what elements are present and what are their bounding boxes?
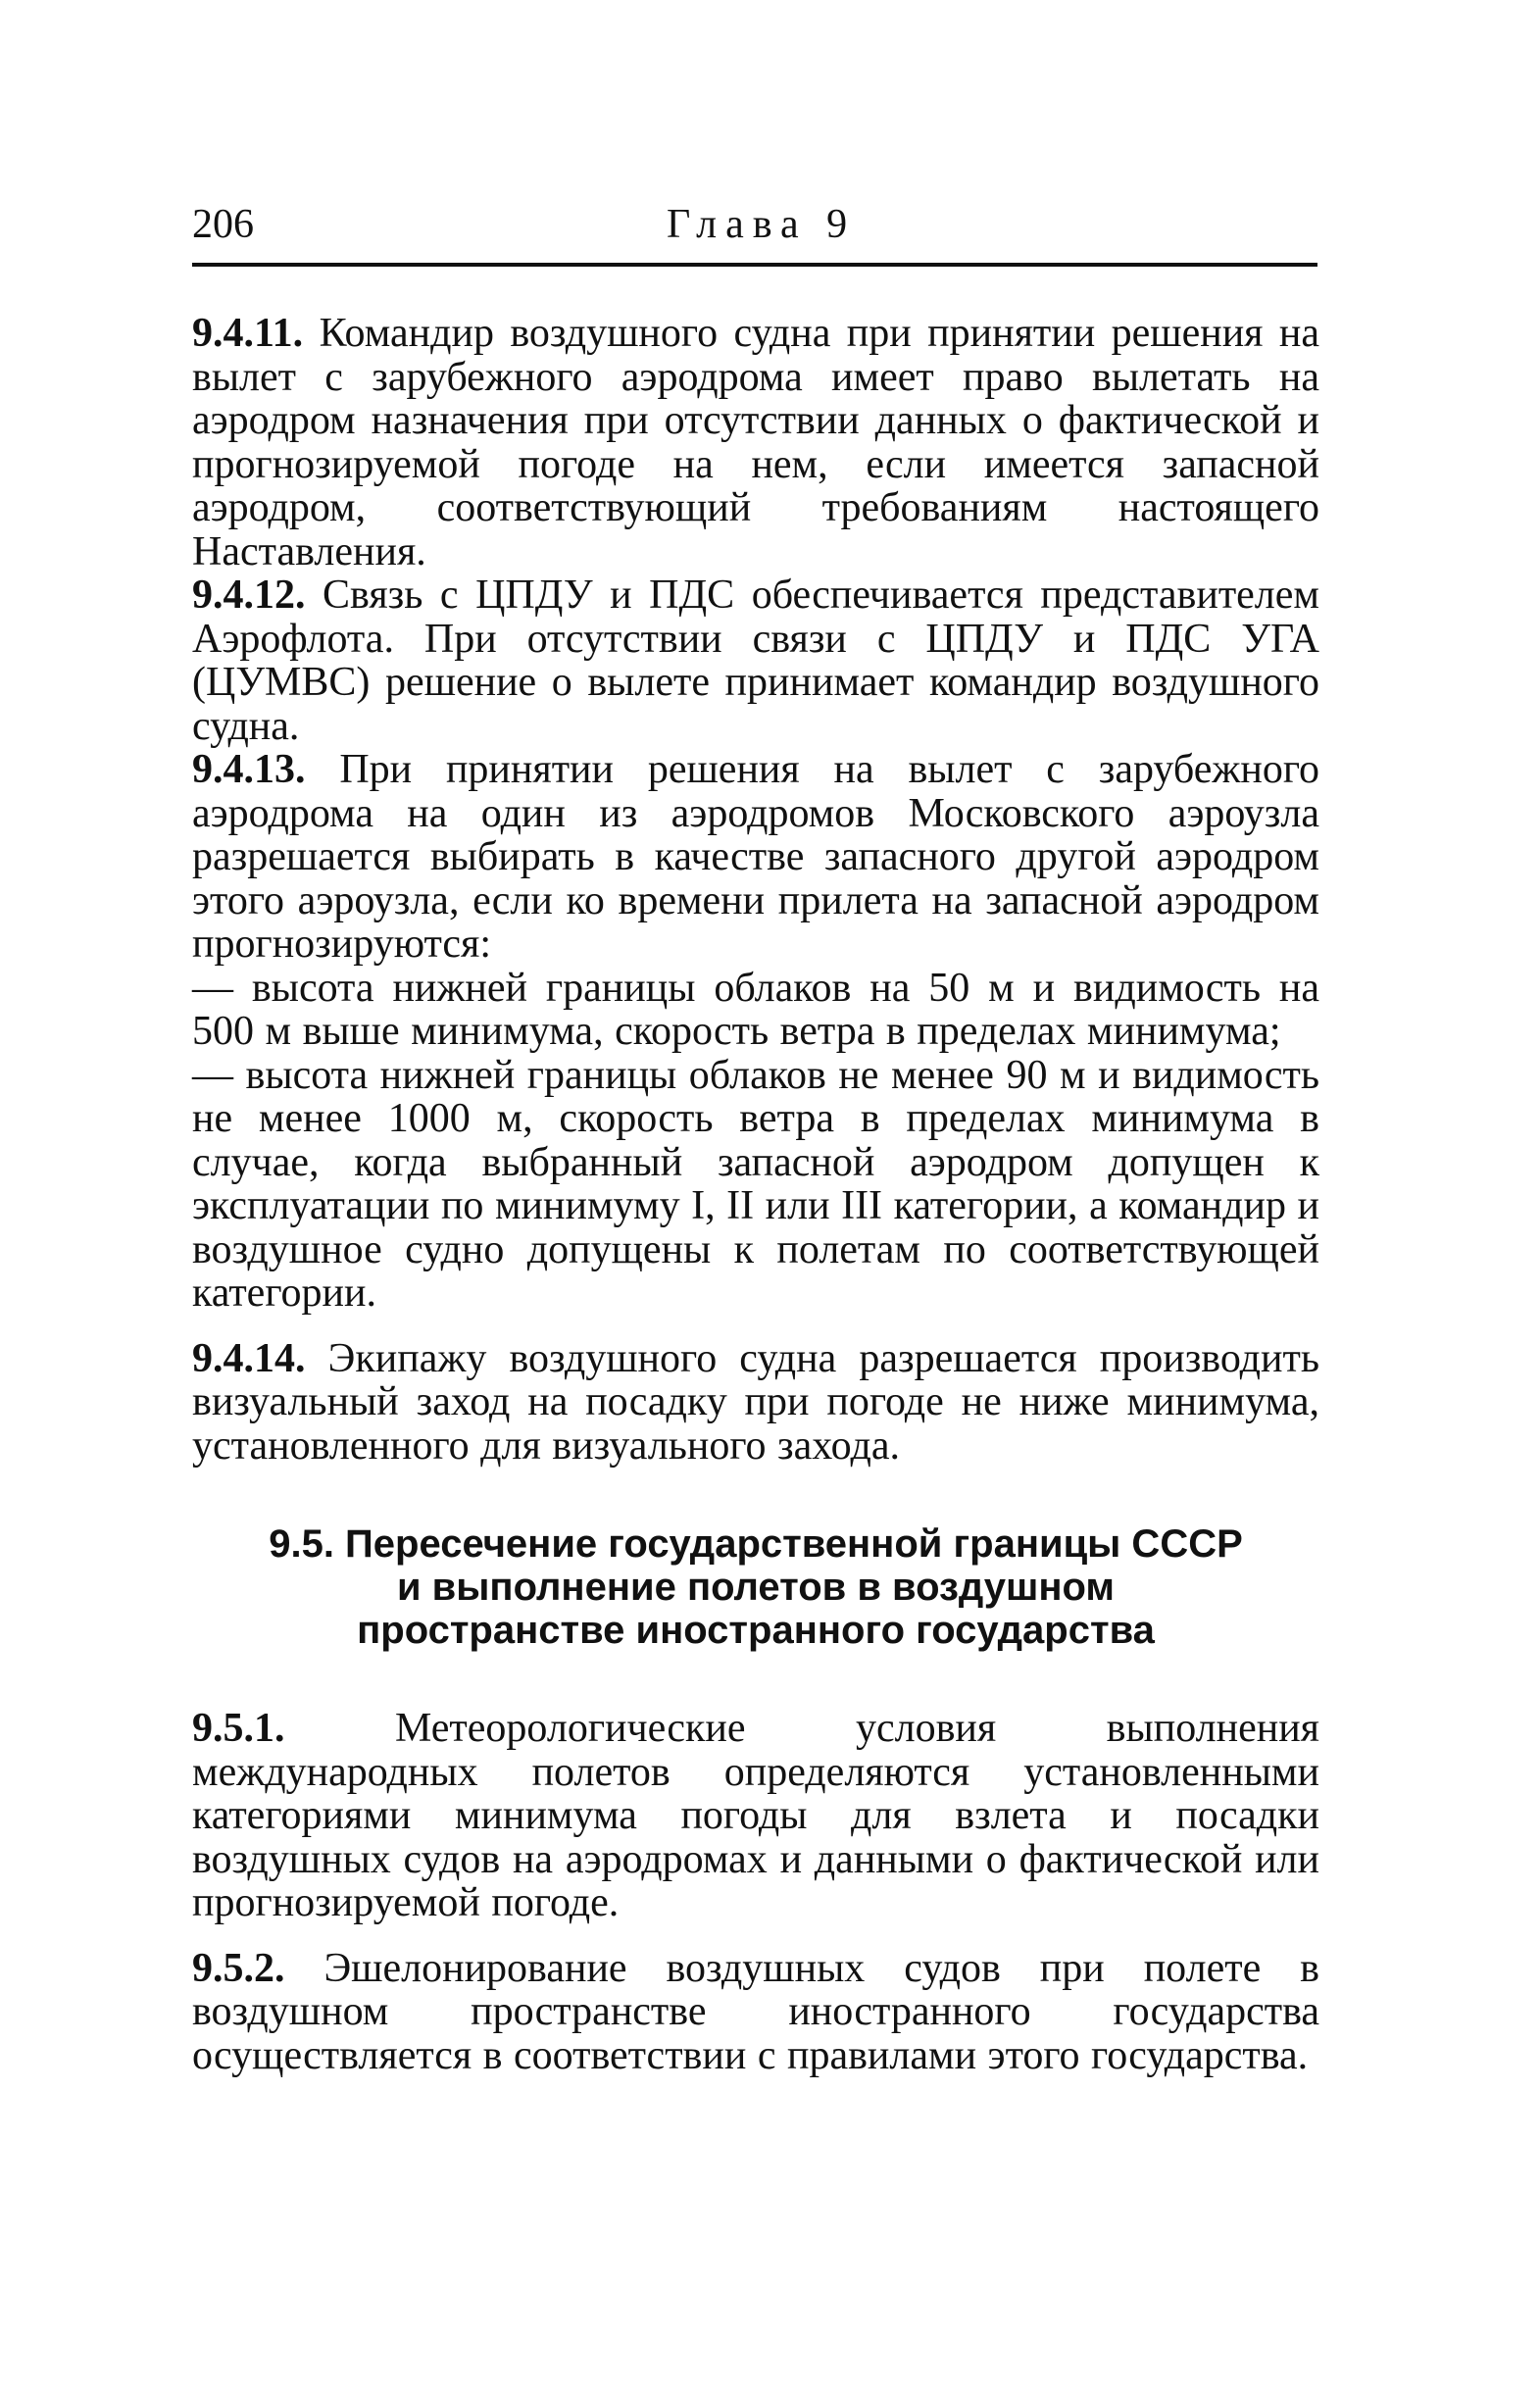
paragraph-number: 9.4.14. xyxy=(192,1335,306,1381)
paragraph-9-4-11 xyxy=(192,312,1319,573)
paragraph-9-5-1 xyxy=(192,1707,1319,1925)
paragraph-number: 9.5.2. xyxy=(192,1945,285,1991)
section-heading-line: и выполнение полетов в воздушном xyxy=(396,1566,1116,1609)
page-header xyxy=(192,188,1319,257)
spacer xyxy=(192,1925,1319,1947)
paragraph-text: При принятии решения на вылет с зарубежного аэродрома на один из аэродромов Московского аэроузла разрешается выбирать в качестве запасного другой аэродром этого аэроузла, если ко времени прилета на запасной аэродром прогнозируются: xyxy=(192,747,1320,967)
spacer xyxy=(192,1468,1319,1522)
spacer xyxy=(192,1316,1319,1337)
paragraph-text: Командир воздушного судна при принятии решения на вылет с зарубежного аэродрома имеет право вылетать на аэродром назначения при отсутствии данных о фактической и прогнозируемой погоде на нем, если имеется запасной аэродром, соответствующий требованиям настоящего Наставления. xyxy=(192,311,1319,574)
paragraph-text: Связь с ЦПДУ и ПДС обеспечивается представителем Аэрофлота. При отсутствии связи с ЦПДУ и ПДС УГА (ЦУМВС) решение о вылете принимает командир воздушного судна. xyxy=(192,573,1319,749)
section-heading xyxy=(192,1522,1319,1652)
section-heading-line: пространстве иностранного государства xyxy=(357,1609,1155,1652)
paragraph-9-5-2 xyxy=(192,1947,1319,2078)
paragraph-text: Метеорологические условия выполнения международных полетов определяются установленными категориями минимума погоды для взлета и посадки воздушных судов на аэродромах и данными о фактической или прогнозируемой погоде. xyxy=(192,1706,1320,1925)
page-number: 206 xyxy=(192,202,254,247)
paragraph-text: Эшелонирование воздушных судов при полете в воздушном пространстве иностранного государства осуществляется в соответствии с правилами этого государства. xyxy=(192,1945,1319,2078)
dash-item-1: — высота нижней границы облаков на 50 м и видимость на 500 м выше минимума, скорость ветра в пределах минимума; xyxy=(192,965,1319,1054)
paragraph-number: 9.4.11. xyxy=(192,311,304,356)
section-heading-line: 9.5. Пересечение государственной границы СССР xyxy=(269,1522,1243,1566)
paragraph-text: Экипажу воздушного судна разрешается производить визуальный заход на посадку при погоде не ниже минимума, установленного для визуального захода. xyxy=(192,1335,1319,1469)
header-rule xyxy=(192,263,1317,267)
paragraph-9-4-14 xyxy=(192,1337,1319,1469)
page-content xyxy=(192,312,1319,2077)
paragraph-number: 9.4.12. xyxy=(192,573,306,618)
dash-item-2: — высота нижней границы облаков не менее 90 м и видимость не менее 1000 м, скорость ветра в пределах минимума в случае, когда выбранный запасной аэродром допущен к эксплуатации по минимуму I, II или III категории, а командир и воздушное судно допущены к полетам по соответствующей категории. xyxy=(192,1052,1319,1316)
paragraph-number: 9.4.13. xyxy=(192,747,306,792)
paragraph-9-4-12 xyxy=(192,573,1319,748)
spacer xyxy=(192,1652,1319,1707)
running-head: Глава 9 xyxy=(667,202,857,247)
paragraph-number: 9.5.1. xyxy=(192,1706,285,1751)
paragraph-9-4-13 xyxy=(192,748,1319,967)
